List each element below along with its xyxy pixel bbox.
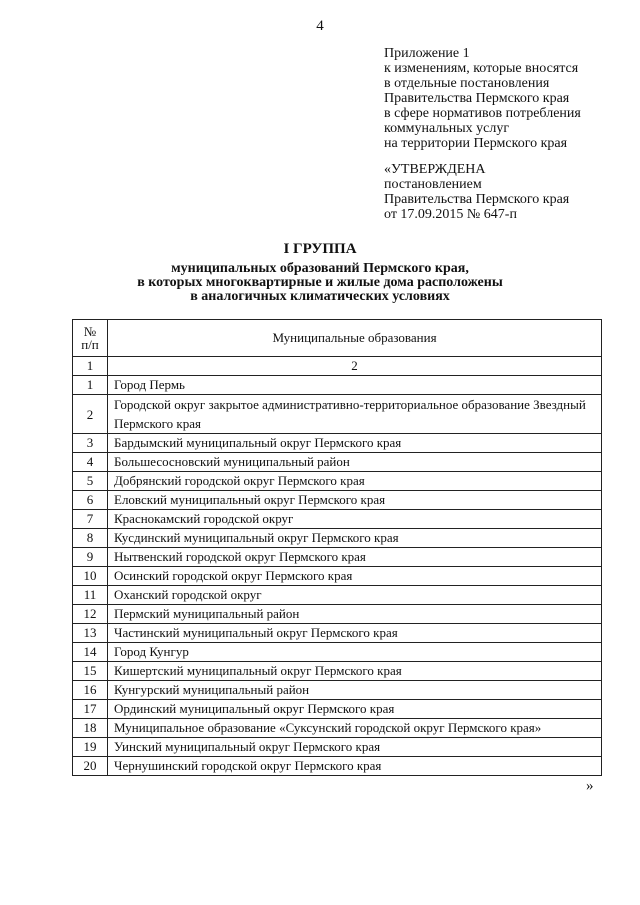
row-number: 16: [73, 681, 108, 700]
table-row: [73, 529, 602, 548]
row-number: 10: [73, 567, 108, 586]
municipality-name: Кишертский муниципальный округ Пермского края: [108, 662, 602, 681]
municipality-name: Город Пермь: [108, 376, 602, 395]
table-row: [73, 662, 602, 681]
row-number: 2: [73, 395, 108, 434]
row-number: 3: [73, 434, 108, 453]
municipality-name: Осинский городской округ Пермского края: [108, 567, 602, 586]
table-row: [73, 395, 602, 434]
municipality-name: Бардымский муниципальный округ Пермского края: [108, 434, 602, 453]
table-row: [73, 738, 602, 757]
document-heading: [0, 240, 640, 304]
municipality-name: Большесосновский муниципальный район: [108, 453, 602, 472]
approval-line: от 17.09.2015 № 647-п: [384, 207, 517, 222]
row-number: 4: [73, 453, 108, 472]
index-cell: 2: [108, 357, 602, 376]
table-row: [73, 643, 602, 662]
municipality-name: Добрянский городской округ Пермского края: [108, 472, 602, 491]
table-row: [73, 586, 602, 605]
appendix-line: Приложение 1: [384, 46, 470, 61]
appendix-line: Правительства Пермского края: [384, 91, 570, 106]
approval-line: постановлением: [384, 177, 482, 192]
appendix-line: в отдельные постановления: [384, 76, 550, 91]
table-row: [73, 757, 602, 776]
table-row: [73, 719, 602, 738]
row-number: 1: [73, 376, 108, 395]
municipality-name: Еловский муниципальный округ Пермского края: [108, 491, 602, 510]
table-row: [73, 605, 602, 624]
heading-subtitle-line: в аналогичных климатических условиях: [190, 289, 450, 304]
appendix-line: на территории Пермского края: [384, 136, 568, 151]
index-cell: 1: [73, 357, 108, 376]
row-number: 14: [73, 643, 108, 662]
row-number: 18: [73, 719, 108, 738]
table-row: [73, 681, 602, 700]
municipality-name: Пермский муниципальный район: [108, 605, 602, 624]
table-row: [73, 700, 602, 719]
row-number: 5: [73, 472, 108, 491]
row-number: 12: [73, 605, 108, 624]
table-row: [73, 510, 602, 529]
row-number: 17: [73, 700, 108, 719]
municipality-name: Город Кунгур: [108, 643, 602, 662]
row-number: 11: [73, 586, 108, 605]
table-row: [73, 434, 602, 453]
appendix-line: к изменениям, которые вносятся: [384, 61, 579, 76]
municipality-name: Оханский городской округ: [108, 586, 602, 605]
table-row: [73, 567, 602, 586]
row-number: 20: [73, 757, 108, 776]
municipality-name: Нытвенский городской округ Пермского края: [108, 548, 602, 567]
table-row: [73, 376, 602, 395]
column-header-name: Муниципальные образования: [108, 320, 602, 357]
appendix-block: [384, 46, 581, 151]
municipality-name: Частинский муниципальный округ Пермского края: [108, 624, 602, 643]
municipality-name: Городской округ закрытое административно-территориальное образование Звездный Пермского края: [108, 395, 602, 434]
table-row: [73, 548, 602, 567]
municipality-name: Краснокамский городской округ: [108, 510, 602, 529]
row-number: 8: [73, 529, 108, 548]
row-number: 13: [73, 624, 108, 643]
heading-subtitle-line: муниципальных образований Пермского края,: [171, 261, 469, 276]
row-number: 19: [73, 738, 108, 757]
municipalities-table: [72, 319, 602, 776]
municipality-name: Кунгурский муниципальный район: [108, 681, 602, 700]
appendix-line: коммунальных услуг: [384, 121, 510, 136]
row-number: 15: [73, 662, 108, 681]
page-number: 4: [316, 18, 324, 34]
row-number: 7: [73, 510, 108, 529]
appendix-line: в сфере нормативов потребления: [384, 106, 581, 121]
approval-block: [384, 162, 569, 222]
table-index-row: [73, 357, 602, 376]
municipality-name: Ординский муниципальный округ Пермского края: [108, 700, 602, 719]
group-title: I ГРУППА: [283, 241, 357, 257]
municipality-name: Уинский муниципальный округ Пермского края: [108, 738, 602, 757]
row-number: 9: [73, 548, 108, 567]
table-row: [73, 472, 602, 491]
approval-line: «УТВЕРЖДЕНА: [384, 162, 486, 177]
column-header-number: № п/п: [73, 320, 108, 357]
municipality-name: Чернушинский городской округ Пермского края: [108, 757, 602, 776]
row-number: 6: [73, 491, 108, 510]
municipality-name: Муниципальное образование «Суксунский городской округ Пермского края»: [108, 719, 602, 738]
municipality-name: Кусдинский муниципальный округ Пермского края: [108, 529, 602, 548]
table-row: [73, 453, 602, 472]
table-row: [73, 624, 602, 643]
table-header-row: [73, 320, 602, 357]
closing-quote: »: [586, 778, 594, 794]
table-row: [73, 491, 602, 510]
heading-subtitle-line: в которых многоквартирные и жилые дома расположены: [137, 275, 503, 290]
approval-line: Правительства Пермского края: [384, 192, 570, 207]
